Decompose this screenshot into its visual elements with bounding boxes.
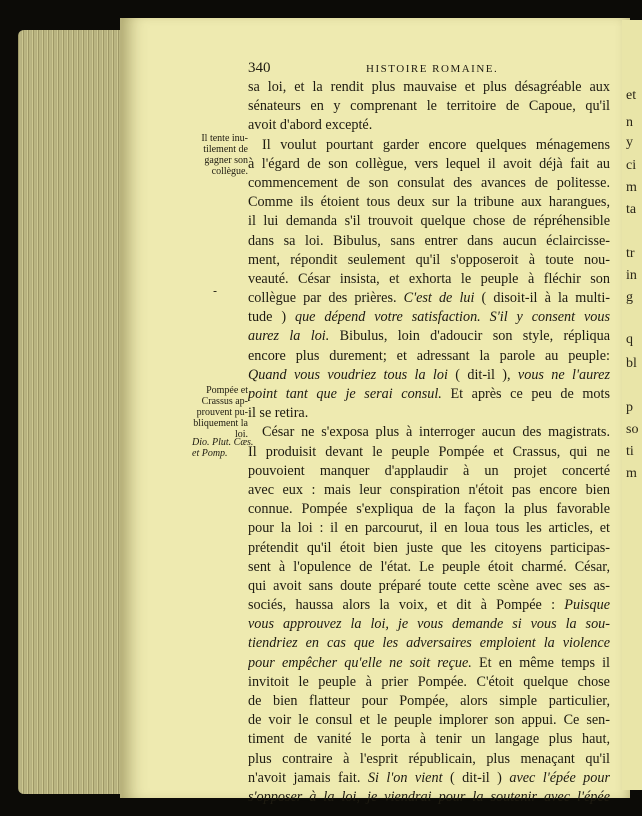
text-span: Bibulus, loin d'adoucir son style, répliqua — [329, 328, 610, 345]
text-line — [248, 423, 610, 442]
text-line — [248, 232, 610, 251]
facing-page-fragment: et — [626, 88, 637, 103]
text-span: Il voulut pourtant garder encore quelques ménagemens — [262, 136, 610, 153]
italic-text: C'est de lui — [403, 290, 475, 307]
text-span: avoit d'abord excepté. — [248, 117, 373, 134]
italic-text: aurez la loi. — [248, 328, 330, 345]
text-span: César ne s'exposa plus à interroger aucun des magistrats. — [262, 424, 610, 441]
text-span: ment, répondit seulement qu'il s'opposeroit à toute nou- — [248, 251, 610, 268]
text-line — [248, 212, 610, 231]
text-span: sénateurs en y comprenant le territoire de Capoue, qu'il — [248, 98, 610, 115]
text-span: il lui demanda s'il trouvoit quelque chose de répréhensible — [248, 213, 610, 230]
text-span: dans sa loi. Bibulus, sans entrer dans aucun éclaircisse- — [248, 232, 610, 249]
text-span: Comme ils étoient tous deux sur la tribune aux harangues, — [248, 194, 610, 211]
text-line — [248, 519, 610, 538]
text-line — [248, 539, 610, 558]
text-span: collègue par des prières. — [248, 290, 404, 307]
page-header — [248, 60, 608, 80]
facing-page-fragment: m — [626, 180, 637, 195]
facing-page-fragment: so — [626, 422, 639, 437]
margin-note-collegue: Il tente inu- tilement de gagner son collègue. — [201, 133, 248, 177]
text-span: Il produisit devant le peuple Pompée et Crassus, qui ne — [248, 443, 610, 460]
text-line — [248, 615, 610, 634]
italic-text: que dépend votre satisfaction. S'il y consent vous — [294, 309, 610, 326]
text-line — [248, 251, 610, 270]
text-span: Et en même temps il — [471, 654, 610, 671]
text-line — [248, 308, 610, 327]
text-span: veauté. César insista, et exhorta le peuple à fléchir son — [248, 270, 610, 287]
text-span: n'avoit jamais fait. — [248, 769, 368, 786]
text-line — [248, 289, 610, 308]
italic-text: Si l'on vient — [367, 769, 443, 786]
margin-note-sources: Dio. Plut. Cæs. et Pomp. — [192, 437, 254, 459]
text-line — [248, 327, 610, 346]
italic-text: tiendriez en cas que les adversaires emploient la violence — [248, 635, 610, 652]
italic-text: vous ne l'aurez — [517, 366, 610, 383]
text-span: à l'égard de son collègue, vers lequel il avoit déjà fait au — [248, 155, 610, 172]
text-line — [248, 788, 610, 807]
text-span: sent à l'opulence de l'état. Le peuple étoit charmé. César, — [248, 558, 610, 575]
text-line — [248, 558, 610, 577]
margin-dash: - — [213, 284, 218, 298]
text-span: pour la loi : il en parcourut, il en loua tous les articles, et — [248, 520, 610, 537]
text-span: avec eux : mais leur conspiration n'étoit pas encore bien — [248, 481, 610, 498]
italic-text: s'opposer à la loi, je viendrai pour la soutenir avec l'épée — [248, 788, 610, 805]
facing-page-edge — [622, 20, 642, 790]
text-line — [248, 634, 610, 653]
facing-page-fragment: ta — [626, 202, 637, 217]
running-title: HISTOIRE ROMAINE. — [366, 63, 499, 75]
text-line — [248, 577, 610, 596]
margin-note-pompee-crassus: Pompée et Crassus ap- prouvent pu- bliquement la loi. — [193, 385, 248, 440]
text-span: commencement de son consulat des avances de politesse. — [248, 174, 610, 191]
facing-page-fragment: bl — [626, 356, 637, 371]
text-line — [248, 769, 610, 788]
text-line — [248, 97, 610, 116]
text-span: il se retira. — [248, 405, 309, 422]
text-line — [248, 404, 610, 423]
italic-text: Puisque — [564, 597, 610, 614]
text-line — [248, 174, 610, 193]
text-span: qui avoit sans doute préparé toute cette scène avec ses as- — [248, 577, 610, 594]
text-span: de voir le consul et le peuple implorer son appui. Ce sen- — [248, 712, 610, 729]
text-line — [248, 654, 610, 673]
text-span: de bien flatteur pour Pompée, alors simple particulier, — [248, 693, 610, 709]
text-line — [248, 711, 610, 730]
italic-text: point tant que je serai consul. — [248, 386, 442, 402]
text-line — [248, 366, 610, 385]
text-line — [248, 193, 610, 212]
italic-text: avec l'épée pour — [509, 769, 610, 786]
text-line — [248, 500, 610, 519]
text-span: plus contraire à l'esprit républicain, plus menaçant qu'il — [248, 750, 610, 767]
facing-page-fragment: m — [626, 466, 637, 481]
text-span: invitoit le peuple à prier Pompée. C'étoit quelque chose — [248, 673, 610, 690]
facing-page-fragment: ti — [626, 444, 634, 459]
text-line — [248, 385, 610, 404]
facing-page-fragment: in — [626, 268, 637, 283]
facing-page-fragment: y — [626, 135, 633, 150]
text-span: ( dit-il ), — [447, 366, 518, 383]
text-line — [248, 462, 610, 481]
text-span: encore plus durement; et adressant la parole au peuple: — [248, 347, 610, 364]
facing-page-fragment: g — [626, 290, 633, 305]
italic-text: Quand vous voudriez tous la loi — [248, 366, 448, 383]
text-line — [248, 673, 610, 692]
page-number: 340 — [248, 60, 271, 76]
text-line — [248, 270, 610, 289]
facing-page-fragment: p — [626, 400, 633, 415]
text-span: ( dit-il ) — [442, 769, 510, 786]
text-span: tude ) — [248, 309, 295, 326]
text-line — [248, 730, 610, 749]
facing-page-fragment: n — [626, 115, 633, 130]
text-span: Et après ce peu de mots — [441, 386, 610, 402]
text-line — [248, 136, 610, 155]
text-line — [248, 443, 610, 462]
text-span: connue. Pompée s'expliqua de la façon la plus favorable — [248, 501, 610, 518]
facing-page-fragment: q — [626, 332, 633, 347]
text-span: ( disoit-il à la multi- — [474, 290, 610, 307]
italic-text: vous approuvez la loi, je vous demande si vous la sou- — [248, 616, 610, 633]
italic-text: pour empêcher qu'elle ne soit reçue. — [248, 654, 472, 671]
text-line — [248, 155, 610, 174]
text-span: timent de vanité le porta à tenir un langage plus haut, — [248, 731, 610, 748]
body-text — [248, 78, 610, 807]
text-line — [248, 78, 610, 97]
text-line — [248, 481, 610, 500]
text-line — [248, 116, 610, 135]
text-span: prétendit qu'il étoit bien juste que les citoyens participas- — [248, 539, 610, 556]
text-line — [248, 692, 610, 711]
text-line — [248, 347, 610, 366]
text-span: sa loi, et la rendit plus mauvaise et plus désagréable aux — [248, 79, 610, 95]
facing-page-fragment: ci — [626, 158, 637, 173]
text-span: pouvoient manquer d'applaudir à un projet concerté — [248, 462, 610, 479]
facing-page-fragment: tr — [626, 246, 635, 261]
text-line — [248, 596, 610, 615]
text-line — [248, 750, 610, 769]
text-span: sociés, haussa alors la voix, et dit à Pompée : — [248, 597, 565, 614]
